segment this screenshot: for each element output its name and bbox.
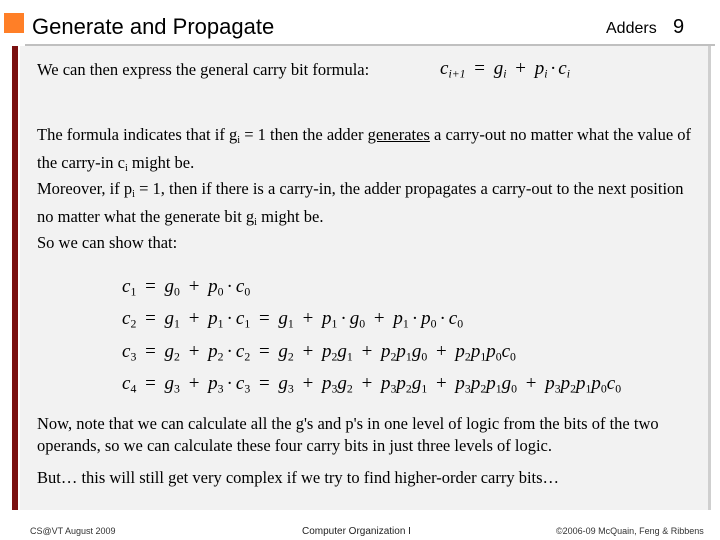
carry-formula: $c_{i+1} = g_i + p_i \cdot c_i$ bbox=[440, 58, 570, 81]
generates-term: generates bbox=[367, 125, 430, 144]
equation-c2: $c_2 = g_1 + p_1 \cdot c_1 = g_1 + p_1 \cdot g_0 + p_1 \cdot p_0 \cdot c_0$ bbox=[122, 308, 464, 331]
paragraph-show: So we can show that: bbox=[37, 233, 178, 252]
paragraph-propagate: Moreover, if $p_i = 1$, then if there is a carry-in, the adder propagates a carry-out to the next position no matter what the generate bit $g_i$ might be. bbox=[37, 179, 684, 229]
intro-text: We can then express the general carry bit formula: bbox=[37, 60, 370, 79]
paragraph-levels: Now, note that we can calculate all the g's and p's in one level of logic from the bits of the two operands, so we can calculate these four carry bits in just three levels of logic. bbox=[37, 414, 659, 455]
right-border bbox=[708, 46, 711, 510]
paragraph-generate: The formula indicates that if $g_i = 1$ then the adder generates a carry-out no matter what the value of the carry-in $c_i$ might be. bbox=[37, 125, 692, 175]
title-accent-square bbox=[4, 13, 24, 33]
equation-c4: $c_4 = g_3 + p_3 \cdot c_3 = g_3 + p_3g_2 + p_3p_2g_1 + p_3p_2p_1g_0 + p_3p_2p_1p_0c_0$ bbox=[122, 373, 622, 396]
page-number: 9 bbox=[673, 16, 685, 38]
footer-left: CS@VT August 2009 bbox=[30, 526, 116, 536]
equation-c1: $c_1 = g_0 + p_0 \cdot c_0$ bbox=[122, 276, 251, 299]
paragraph-complexity: But… this will still get very complex if we try to find higher-order carry bits… bbox=[37, 468, 560, 487]
footer-right: ©2006-09 McQuain, Feng & Ribbens bbox=[556, 526, 704, 536]
equation-c3: $c_3 = g_2 + p_2 \cdot c_2 = g_2 + p_2g_1 + p_2p_1g_0 + p_2p_1p_0c_0$ bbox=[122, 341, 516, 364]
footer-center: Computer Organization I bbox=[302, 526, 411, 537]
slide-topic: Adders bbox=[606, 20, 657, 37]
left-accent-bar bbox=[12, 46, 18, 510]
slide-title: Generate and Propagate bbox=[32, 14, 275, 39]
